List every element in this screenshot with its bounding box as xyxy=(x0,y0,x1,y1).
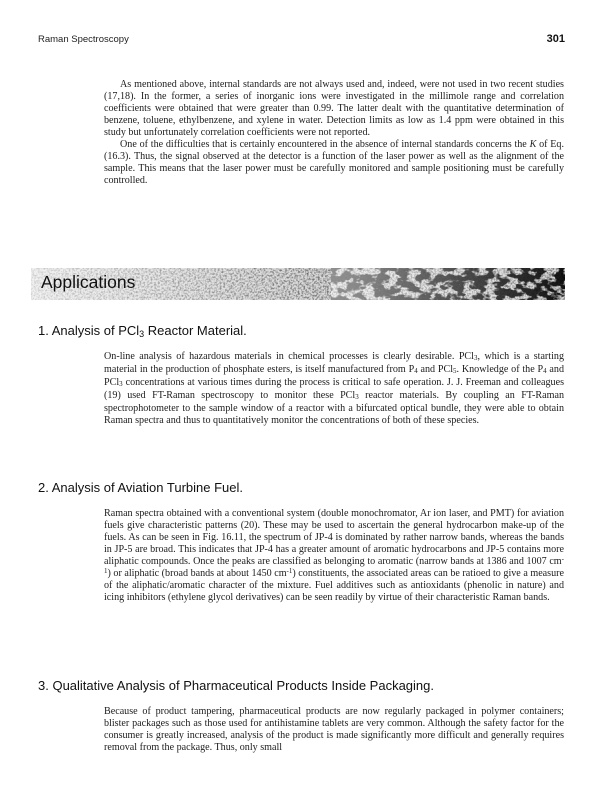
section-1-text-block xyxy=(104,351,564,427)
section-2-paragraph: Raman spectra obtained with a conventional system (double monochromator, Ar ion laser, and PMT) for aviation fuels give characteristic patterns (20). These may be used to ascertain the general hydrocarbon make-up of the fuels. As can be seen in Fig. 16.11, the spectrum of JP-4 is dominated by rather narrow bands, whereas the bands in JP-5 are broad. This indicates that JP-4 has a greater amount of aromatic hydrocarbons and JP-5 contains more aliphatic compounds. Once the peaks are classified as belonging to aromatic (narrow bands at 1386 and 1007 $cm^{-1}$) or aliphatic (broad bands at about 1450 $cm^{-1}$) constituents, the associated areas can be ratioed to give a measure of the aliphatic/aromatic character of the mixture. Fuel additives such as antioxidants (phenolic in nature) and icing inhibitors (ethylene glycol derivatives) can be seen readily by virtue of their characteristic Raman bands. xyxy=(104,508,564,603)
running-head: Raman Spectroscopy xyxy=(38,34,129,45)
intro-text-block xyxy=(104,79,564,187)
intro-paragraph-2: One of the difficulties that is certainly encountered in the absence of internal standards concerns the K of Eq. (16.3). Thus, the signal observed at the detector is a function of the laser power as well as the alignment of the sample. This means that the laser power must be carefully monitored and sample positioning must be carefully controlled. xyxy=(104,139,564,186)
section-1-paragraph: On-line analysis of hazardous materials in chemical processes is clearly desirable. PCl$_3$, which is a starting material in the production of phosphate esters, is itself manufactured from $P_4$ and PCl$_5$. Knowledge of the $P_4$ and PCl$_3$ concentrations at various times during the process is critical to safe operation. J. J. Freeman and colleagues (19) used FT-Raman spectroscopy to monitor these PCl$_3$ reactor materials. By coupling an FT-Raman spectrophotometer to the sample window of a reactor with a bifurcated optical bundle, they were able to obtain Raman spectra and thus to quantitatively monitor the concentrations of both of these species. xyxy=(104,351,564,426)
page-number: 301 xyxy=(546,33,565,45)
section-3-heading: 3. Qualitative Analysis of Pharmaceutical Products Inside Packaging. xyxy=(38,678,434,693)
section-2-text-block xyxy=(104,508,564,604)
applications-banner xyxy=(31,268,565,300)
banner-title: Applications xyxy=(41,272,136,292)
section-2-heading: 2. Analysis of Aviation Turbine Fuel. xyxy=(38,480,243,495)
section-3-text-block xyxy=(104,706,564,754)
section-1-heading: 1. Analysis of PCl$_3$ Reactor Material. xyxy=(38,323,247,339)
section-3-paragraph: Because of product tampering, pharmaceutical products are now regularly packaged in polymer containers; blister packages such as those used for antihistamine tablets are very common. Although the safety factor for the consumer is greatly increased, analysis of the product is made significantly more difficult and generally requires removal from the package. Thus, only small xyxy=(104,706,564,753)
intro-paragraph-1: As mentioned above, internal standards are not always used and, indeed, were not used in two recent studies (17,18). In the former, a series of inorganic ions were investigated in the millimole range and correlation coefficients were obtained that were greater than 0.99. The latter dealt with the quantitative determination of benzene, toluene, ethylbenzene, and xylene in water. Detection limits as low as 1.4 ppm were obtained in this study but unfortunately correlation coefficients were not reported. xyxy=(104,79,564,138)
